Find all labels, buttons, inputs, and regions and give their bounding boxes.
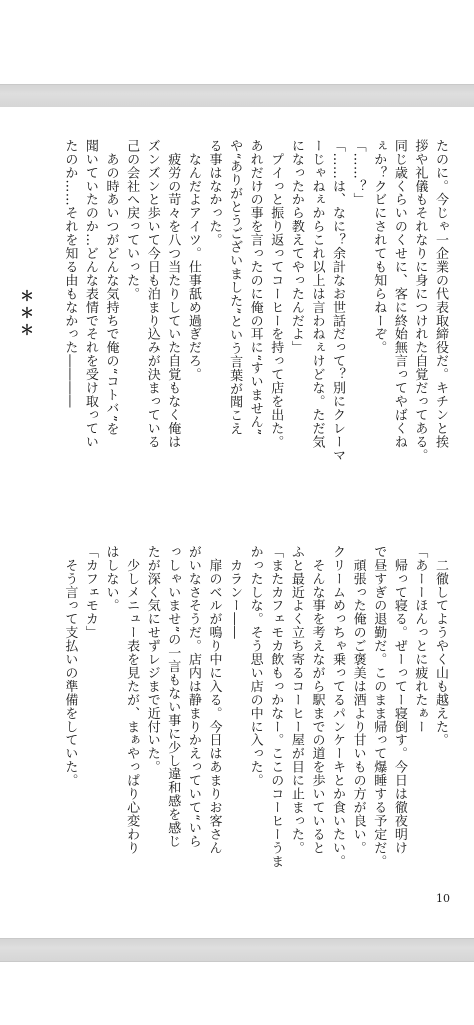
viewer-bottom-bar bbox=[0, 938, 474, 962]
page-number: 10 bbox=[436, 892, 450, 905]
text-line: カランー―― bbox=[227, 545, 243, 640]
text-line: っしゃいませ”の一言もない事に少し違和感を感じ bbox=[165, 545, 181, 848]
text-line: 「……は、なに？余計なお世話だって？別にクレーマ bbox=[330, 139, 346, 462]
upper-text-block bbox=[62, 139, 450, 519]
text-line: たのか……それを知る由もなかった―――― bbox=[62, 139, 78, 408]
text-line: たのに。今じゃ一企業の代表取締役だ。キチンと挨 bbox=[433, 139, 448, 449]
text-line: 「カフェモカ」 bbox=[82, 545, 98, 640]
text-line: る事はなかった。 bbox=[206, 139, 222, 247]
text-line: あの時あいつがどんな気持ちで俺の“コトバ”を bbox=[103, 139, 119, 436]
text-line: ーじゃねぇからこれ以上は言わねぇけどな。ただ気 bbox=[309, 139, 325, 449]
text-line: 拶や礼儀もそれなりに身につけれた自覚だってある。 bbox=[412, 139, 428, 462]
text-line: ズンズンと歩いて今日も泊まり込みが決まっている bbox=[144, 139, 160, 449]
text-line: かったしな。そう思い店の中に入った。 bbox=[247, 545, 263, 788]
text-line: で昼すぎの退勤だ。このまま帰って爆睡する予定だ。 bbox=[371, 545, 387, 868]
lower-text-block bbox=[62, 545, 450, 945]
text-line: 疲労の苛々を八つ当たりしていた自覚もなく俺は bbox=[165, 139, 181, 449]
text-line: 「あーーほんっとに疲れたぁー bbox=[412, 545, 428, 734]
text-line: クリームめっちゃ乗ってるパンケーキとか食いたい。 bbox=[330, 545, 346, 868]
text-line: 聞いていたのか…どんな表情でそれを受け取ってい bbox=[82, 139, 98, 449]
text-line: はしない。 bbox=[103, 545, 119, 613]
section-break: ＊＊＊ bbox=[18, 289, 34, 340]
text-line: や“ありがとうございました”という言葉が聞こえ bbox=[227, 139, 243, 436]
text-line: 少しメニュー表を見たが、まぁやっぱり心変わり bbox=[124, 545, 140, 855]
text-line: 「またカフェモカ飲もっかなー。ここのコーヒーうま bbox=[268, 545, 284, 868]
text-line: 二徹してようやく山も越えた。 bbox=[433, 545, 448, 747]
text-line: 頑張った俺のご褒美は酒より甘いもの方が良い。 bbox=[350, 545, 366, 855]
text-line: 同じ歳くらいのくせに、客に終始無言ってやばくね bbox=[391, 139, 407, 449]
text-line: 帰って寝る。ぜーってー寝倒す。今日は徹夜明け bbox=[391, 545, 407, 855]
text-line: そう言って支払いの準備をしていた。 bbox=[62, 545, 78, 788]
text-line: あれだけの事を言ったのに俺の耳に“すいません” bbox=[247, 139, 263, 436]
text-line: そんな事を考えながら駅までの道を歩いていると bbox=[309, 545, 325, 855]
text-line: ふと最近よく立ち寄るコーヒー屋が目に止まった。 bbox=[288, 545, 304, 855]
text-line: になったから教えてやったんだよ」 bbox=[288, 139, 304, 355]
text-line: たが深く気にせずレジまで近付いた。 bbox=[144, 545, 160, 774]
text-line: プイっと振り返ってコーヒーを持って店を出た。 bbox=[268, 139, 284, 449]
text-line: なんだよアイツ。仕事舐め過ぎだろ。 bbox=[185, 139, 201, 382]
text-line: 己の会社へ戻っていった。 bbox=[124, 139, 140, 301]
text-line: がいなさそうだ。店内は静まりかえっていて“いら bbox=[185, 545, 201, 848]
viewer-top-bar bbox=[0, 84, 474, 108]
text-line: 「……？」 bbox=[350, 139, 366, 207]
text-line: ぇか？クビにされても知らねーぞ。 bbox=[371, 139, 387, 355]
text-line: 扉のベルが鳴り中に入る。今日はあまりお客さん bbox=[206, 545, 222, 855]
book-page bbox=[0, 107, 474, 937]
